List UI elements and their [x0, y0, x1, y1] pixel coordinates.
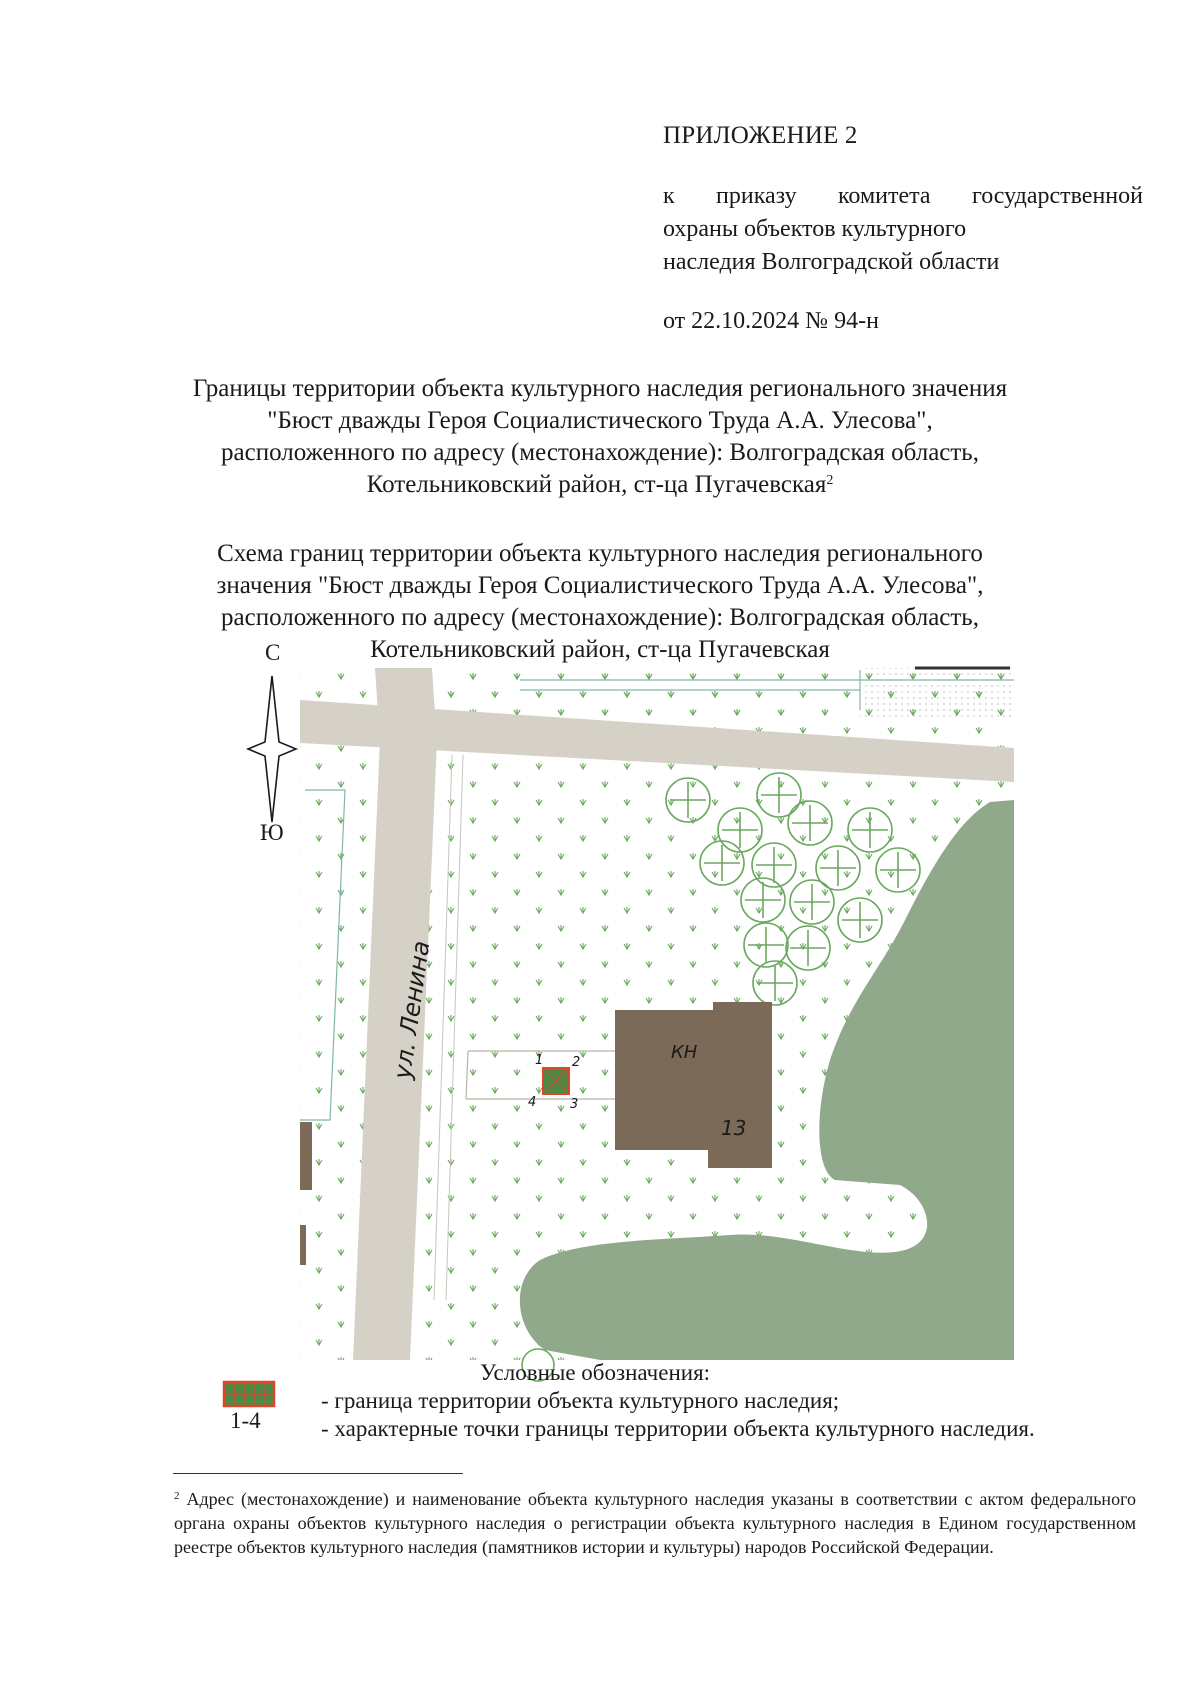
heading-line-3: расположенного по адресу (местонахождение): Волгоградская область, [221, 439, 979, 466]
order-date-number: от 22.10.2024 № 94-н [663, 308, 879, 334]
legend-item-boundary: - граница территории объекта культурного наследия; [321, 1388, 840, 1413]
order-reference-line-1: к приказу комитета государственной [663, 183, 1143, 209]
road-north-segment [375, 668, 437, 745]
left-building-strip-2 [300, 1225, 306, 1265]
compass-north-label: С [265, 640, 281, 665]
boundary-point-2: 2 [572, 1055, 581, 1070]
legend-title: Условные обозначения: [480, 1360, 711, 1385]
heading-line-4-text: Котельниковский район, ст-ца Пугачевская [366, 471, 827, 498]
order-reference-line-3: наследия Волгоградской области [663, 249, 1000, 275]
left-building-strip [300, 1122, 312, 1190]
heading-line-1: Границы территории объекта культурного наследия регионального значения [192, 375, 1008, 402]
legend-item-points: - характерные точки границы территории объекта культурного наследия. [321, 1416, 1035, 1441]
heading-line-2: "Бюст дважды Героя Социалистического Труда А.А. Улесова", [267, 407, 933, 434]
building-label-kn: КН [671, 1042, 698, 1063]
compass-south-label: Ю [260, 820, 284, 845]
scheme-line-4: Котельниковский район, ст-ца Пугачевская [370, 636, 830, 663]
footnote [174, 1487, 1136, 1559]
legend-points-label: 1-4 [230, 1408, 261, 1433]
appendix-title: ПРИЛОЖЕНИЕ 2 [663, 122, 858, 149]
footnote-mark: 2 [174, 1490, 180, 1502]
scheme-line-1: Схема границ территории объекта культурного наследия регионального [217, 540, 983, 567]
boundary-point-1: 1 [535, 1053, 544, 1068]
footnote-text: Адрес (местонахождение) и наименование объекта культурного наследия указаны в соответствии с актом федерального органа охраны объектов культурного наследия о регистрации объекта культурного наследия в Едином государственном реестре объектов культурного наследия (памятников истории и культуры) народов Российской Федерации. [174, 1489, 1137, 1557]
legend-boundary-swatch [224, 1382, 274, 1406]
scheme-line-2: значения "Бюст дважды Героя Социалистического Труда А.А. Улесова", [216, 572, 984, 599]
heading-footnote-mark: 2 [826, 473, 834, 488]
hatched-lot [860, 668, 1014, 718]
building-13 [615, 1002, 772, 1168]
boundary-point-3: 3 [570, 1097, 579, 1112]
street-label: ул. Ленина [388, 938, 436, 1081]
compass-icon [248, 676, 296, 822]
footnote-divider [173, 1473, 463, 1474]
order-reference-line-2: охраны объектов культурного [663, 216, 967, 242]
scheme-line-3: расположенного по адресу (местонахождение): Волгоградская область, [221, 604, 979, 631]
boundary-point-4: 4 [528, 1095, 537, 1110]
building-label-number: 13 [721, 1116, 747, 1140]
